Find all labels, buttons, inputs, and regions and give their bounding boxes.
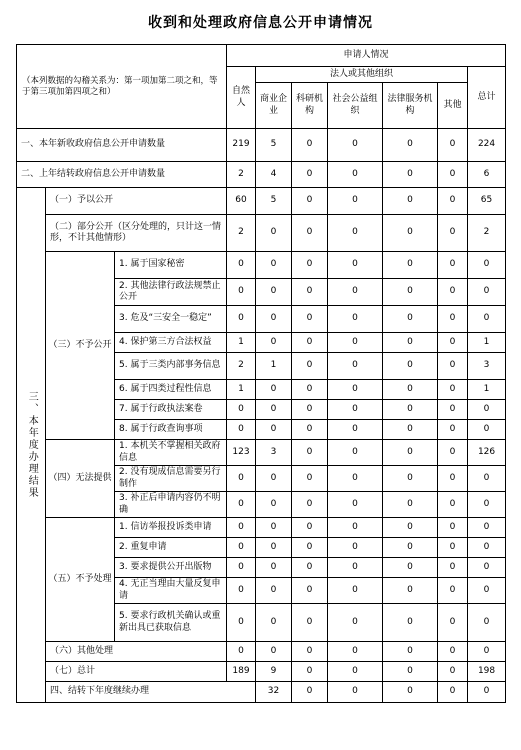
row-label: 4. 保护第三方合法权益 [115,333,227,353]
cell-value: 0 [383,420,438,440]
cell-value: 0 [292,129,328,162]
cell-value: 0 [438,440,468,466]
cell-value: 0 [438,333,468,353]
cell-value: 0 [383,333,438,353]
cell-value: 0 [328,578,383,604]
cell-value: 0 [256,604,292,642]
row-label: 2. 重复申请 [115,538,227,558]
cell-value: 0 [468,538,506,558]
cell-value: 5 [256,129,292,162]
cell-value: 0 [383,380,438,400]
cell-value: 0 [292,518,328,538]
table-row [17,518,506,538]
cell-value: 0 [468,420,506,440]
cell-value: 0 [292,400,328,420]
group-cannot: （四）无法提供 [46,440,115,518]
cell-value: 0 [292,604,328,642]
cell-value: 0 [292,279,328,306]
cell-value: 0 [468,642,506,662]
cell-value: 0 [328,682,383,703]
cell-value: 0 [256,279,292,306]
cell-value: 0 [292,215,328,252]
cell-value: 0 [383,538,438,558]
header-commercial: 商业企业 [256,83,292,129]
row-label: 6. 属于四类过程性信息 [115,380,227,400]
cell-value: 0 [383,492,438,518]
row-label: 四、结转下年度继续办理 [46,682,256,703]
cell-value: 0 [468,492,506,518]
cell-value: 0 [227,306,256,333]
cell-value: 0 [227,466,256,492]
cell-value: 60 [227,188,256,215]
cell-value: 0 [256,518,292,538]
cell-value: 0 [438,538,468,558]
cell-value: 0 [292,538,328,558]
cell-value: 0 [383,682,438,703]
cell-value: 0 [438,400,468,420]
table-row [17,252,506,279]
cell-value: 0 [227,279,256,306]
cell-value: 0 [383,558,438,578]
cell-value: 0 [292,306,328,333]
cell-value: 123 [227,440,256,466]
cell-value: 0 [438,578,468,604]
table-row [17,215,506,252]
header-research: 科研机构 [292,83,328,129]
row-label: 1. 信访举报投诉类申请 [115,518,227,538]
cell-value: 0 [383,578,438,604]
cell-value: 0 [438,380,468,400]
cell-value: 0 [438,188,468,215]
row-label: 2. 其他法律行政法规禁止公开 [115,279,227,306]
cell-value: 0 [292,162,328,188]
cell-value: 0 [328,252,383,279]
cell-value: 0 [438,642,468,662]
cell-value: 0 [468,466,506,492]
cell-value: 0 [328,466,383,492]
row-label: 4. 无正当理由大量反复申请 [115,578,227,604]
cell-value: 0 [256,400,292,420]
cell-value: 0 [438,129,468,162]
cell-value: 0 [328,492,383,518]
cell-value: 0 [438,215,468,252]
cell-value: 0 [256,538,292,558]
row-label: 1. 属于国家秘密 [115,252,227,279]
cell-value: 0 [383,662,438,682]
cell-value: 0 [227,578,256,604]
header-social: 社会公益组织 [328,83,383,129]
cell-value: 3 [256,440,292,466]
cell-value: 0 [438,492,468,518]
cell-value: 0 [468,279,506,306]
row-label: （二）部分公开（区分处理的，只计这一情形，不计其他情形） [46,215,227,252]
row-label: 3. 要求提供公开出版物 [115,558,227,578]
cell-value: 0 [383,440,438,466]
cell-value: 0 [256,333,292,353]
table-row [17,662,506,682]
cell-value: 0 [292,578,328,604]
cell-value: 0 [468,558,506,578]
cell-value: 0 [383,129,438,162]
cell-value: 0 [328,538,383,558]
cell-value: 0 [227,420,256,440]
cell-value: 2 [227,215,256,252]
cell-value: 0 [328,162,383,188]
cell-value: 1 [227,333,256,353]
cell-value: 0 [383,306,438,333]
header-total: 总计 [468,67,506,129]
cell-value: 0 [383,466,438,492]
cell-value: 0 [292,333,328,353]
cell-value: 189 [227,662,256,682]
row-label: 5. 属于三类内部事务信息 [115,353,227,380]
cell-value: 0 [438,162,468,188]
cell-value: 0 [256,252,292,279]
cell-value: 0 [468,252,506,279]
cell-value: 0 [328,306,383,333]
cell-value: 0 [256,558,292,578]
row-label: 7. 属于行政执法案卷 [115,400,227,420]
cell-value: 0 [438,279,468,306]
cell-value: 3 [468,353,506,380]
statistics-table [16,44,506,703]
row-label: 二、上年结转政府信息公开申请数量 [17,162,227,188]
cell-value: 2 [468,215,506,252]
cell-value: 4 [256,162,292,188]
table-row [17,440,506,466]
cell-value: 0 [292,662,328,682]
cell-value: 219 [227,129,256,162]
cell-value: 0 [227,642,256,662]
cell-value: 0 [328,400,383,420]
cell-value: 0 [328,215,383,252]
cell-value: 0 [292,466,328,492]
cell-value: 0 [292,492,328,518]
cell-value: 65 [468,188,506,215]
table-row [17,682,506,703]
cell-value: 0 [383,642,438,662]
cell-value: 0 [383,215,438,252]
cell-value: 0 [292,642,328,662]
table-row [17,188,506,215]
cell-value: 0 [468,306,506,333]
cell-value: 0 [292,353,328,380]
group-not-open: （三）不予公开 [46,252,115,440]
cell-value: 0 [438,682,468,703]
table-row [17,642,506,662]
cell-value: 0 [227,604,256,642]
cell-value: 0 [328,642,383,662]
table-row [17,129,506,162]
cell-value: 0 [468,518,506,538]
page-title: 收到和处理政府信息公开申请情况 [148,15,373,31]
cell-value: 0 [256,420,292,440]
cell-value: 0 [256,215,292,252]
cell-value: 1 [468,380,506,400]
cell-value: 0 [438,252,468,279]
cell-value: 0 [328,380,383,400]
cell-value: 0 [328,604,383,642]
cell-value: 0 [227,400,256,420]
cell-value: 0 [328,662,383,682]
cell-value: 0 [468,682,506,703]
cell-value: 0 [256,642,292,662]
cell-value: 0 [227,558,256,578]
cell-value: 0 [438,306,468,333]
cell-value: 1 [227,380,256,400]
cell-value: 0 [256,578,292,604]
cell-value: 0 [292,252,328,279]
cell-value: 0 [256,380,292,400]
cell-value: 0 [328,129,383,162]
group-not-handle: （五）不予处理 [46,518,115,642]
cell-value: 0 [328,420,383,440]
cell-value: 0 [328,353,383,380]
row-label: 3. 危及“三安全一稳定” [115,306,227,333]
row-label: 1. 本机关不掌握相关政府信息 [115,440,227,466]
cell-value: 0 [256,466,292,492]
row-label: 5. 要求行政机关确认或重新出具已获取信息 [115,604,227,642]
cell-value: 0 [468,400,506,420]
row-label: 2. 没有现成信息需要另行制作 [115,466,227,492]
row-label: （七）总计 [46,662,227,682]
cell-value: 0 [227,538,256,558]
header-natural: 自然人 [227,67,256,129]
row-label: 一、本年新收政府信息公开申请数量 [17,129,227,162]
cell-value: 5 [256,188,292,215]
row-label: 8. 属于行政查询事项 [115,420,227,440]
cell-value: 0 [328,440,383,466]
cell-value: 0 [383,188,438,215]
cell-value: 0 [292,440,328,466]
cell-value: 198 [468,662,506,682]
cell-value: 6 [468,162,506,188]
cell-value: 0 [383,353,438,380]
table-note: （本列数据的勾稽关系为：第一项加第二项之和，等于第三项加第四项之和） [17,45,227,129]
cell-value: 0 [438,518,468,538]
row-label: （六）其他处理 [46,642,227,662]
cell-value: 0 [328,518,383,538]
header-other: 其他 [438,83,468,129]
cell-value: 0 [256,306,292,333]
cell-value: 0 [227,518,256,538]
cell-value: 1 [256,353,292,380]
cell-value: 2 [227,353,256,380]
cell-value: 224 [468,129,506,162]
cell-value: 0 [227,252,256,279]
header-applicant: 申请人情况 [227,45,506,67]
cell-value: 0 [438,558,468,578]
cell-value: 0 [383,279,438,306]
cell-value: 9 [256,662,292,682]
cell-value: 0 [383,162,438,188]
cell-value: 0 [438,662,468,682]
cell-value: 0 [292,420,328,440]
cell-value: 0 [328,333,383,353]
cell-value: 2 [227,162,256,188]
cell-value: 0 [292,380,328,400]
cell-value: 0 [292,558,328,578]
cell-value: 0 [256,492,292,518]
cell-value: 0 [383,400,438,420]
cell-value: 0 [468,604,506,642]
cell-value: 0 [438,466,468,492]
group-section3: 三、本年度办理结果 [17,188,46,703]
cell-value: 32 [256,682,292,703]
cell-value: 0 [438,604,468,642]
header-law: 法律服务机构 [383,83,438,129]
row-label: （一）予以公开 [46,188,227,215]
cell-value: 0 [328,279,383,306]
cell-value: 0 [438,353,468,380]
cell-value: 0 [328,558,383,578]
cell-value: 0 [468,578,506,604]
table-row [17,162,506,188]
cell-value: 0 [292,682,328,703]
cell-value: 0 [383,518,438,538]
cell-value: 0 [383,604,438,642]
cell-value: 0 [227,492,256,518]
cell-value: 0 [438,420,468,440]
cell-value: 126 [468,440,506,466]
cell-value: 0 [328,188,383,215]
header-legal: 法人或其他组织 [256,67,468,83]
cell-value: 1 [468,333,506,353]
cell-value: 0 [292,188,328,215]
row-label: 3. 补正后申请内容仍不明确 [115,492,227,518]
cell-value: 0 [383,252,438,279]
